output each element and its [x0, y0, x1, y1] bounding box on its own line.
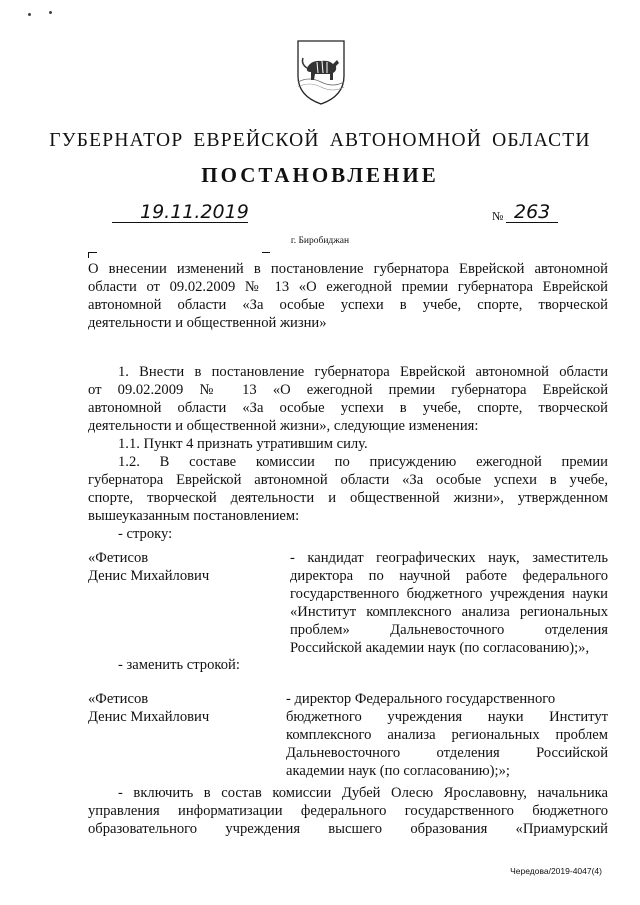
coat-of-arms-emblem	[295, 38, 347, 106]
text-line: образовательного учреждения высшего образования «Приамурский	[88, 821, 608, 837]
text-line: 1. Внести в постановление губернатора Еврейской автономной области	[118, 364, 608, 380]
entry-2-name	[88, 690, 268, 726]
text-line: - включить в состав комиссии Дубей Олесю Ярославовну, начальника	[118, 785, 608, 801]
desc-line: Российской академии наук (по согласованию);»,	[290, 640, 590, 656]
document-subject	[88, 260, 608, 332]
corner-mark-left	[88, 252, 97, 258]
paragraph-1	[88, 363, 608, 543]
number-sign: №	[492, 209, 504, 223]
desc-line: «Институт комплексного анализа региональных	[290, 604, 608, 620]
text-line: управления информатизации федерального государственного бюджетного	[88, 803, 608, 819]
desc-line: - кандидат географических наук, заместитель	[290, 550, 608, 566]
desc-line: академии наук (по согласованию);»;	[286, 763, 510, 779]
entry-1-description	[290, 549, 608, 657]
desc-line: директора по научной работе федерального	[290, 568, 608, 584]
name-line: «Фетисов	[88, 691, 149, 707]
scan-speck	[49, 11, 52, 14]
name-line: Денис Михайлович	[88, 709, 210, 725]
paragraph-include	[88, 784, 608, 838]
entry-1-name	[88, 549, 268, 585]
number-underline	[506, 221, 558, 223]
subject-line: области от 09.02.2009 № 13 «О ежегодной премии губернатора Еврейской	[88, 279, 608, 295]
name-line: «Фетисов	[88, 550, 149, 566]
date-underline	[112, 221, 248, 223]
corner-mark-right	[262, 252, 270, 258]
document-type-title: ПОСТАНОВЛЕНИЕ	[201, 163, 439, 187]
desc-line: - директор Федерального государственного	[286, 691, 556, 707]
text-line: 1.2. В составе комиссии по присуждению ежегодной премии	[118, 454, 608, 470]
city-label: г. Биробиджан	[290, 236, 350, 246]
document-number: 263	[514, 201, 551, 223]
instruction-line: - строку:	[118, 526, 173, 542]
desc-line: бюджетного учреждения науки Институт	[286, 709, 608, 725]
subject-line: деятельности и общественной жизни»	[88, 315, 327, 331]
text-line: от 09.02.2009 № 13 «О ежегодной премии губернатора Еврейской	[88, 382, 608, 398]
entry-2-description	[286, 690, 608, 780]
authority-header: ГУБЕРНАТОР ЕВРЕЙСКОЙ АВТОНОМНОЙ ОБЛАСТИ	[49, 130, 591, 151]
footer-reference: Чередова/2019-4047(4)	[510, 866, 602, 876]
desc-line: комплексного анализа региональных проблем	[286, 727, 608, 743]
scan-speck	[28, 13, 31, 16]
text-line: деятельности и общественной жизни», следующие изменения:	[88, 418, 479, 434]
desc-line: проблем» Дальневосточного отделения	[290, 622, 608, 638]
document-date: 19.11.2019	[140, 201, 249, 223]
text-line: губернатора Еврейской автономной области «За особые успехи в учебе,	[88, 472, 608, 488]
text-line: вышеуказанным постановлением:	[88, 508, 300, 524]
desc-line: государственного бюджетного учреждения науки	[290, 586, 608, 602]
desc-line: Дальневосточного отделения Российской	[286, 745, 608, 761]
text-line: автономной области «За особые успехи в учебе, спорте, творческой	[88, 400, 608, 416]
text-line: спорте, творческой деятельности и общественной жизни», утвержденном	[88, 490, 608, 506]
name-line: Денис Михайлович	[88, 568, 210, 584]
instruction-line: - заменить строкой:	[118, 657, 240, 673]
subject-line: автономной области «За особые успехи в учебе, спорте, творческой	[88, 297, 608, 313]
subject-line: О внесении изменений в постановление губернатора Еврейской автономной	[88, 261, 608, 277]
paragraph-1-1: 1.1. Пункт 4 признать утратившим силу.	[118, 436, 368, 452]
